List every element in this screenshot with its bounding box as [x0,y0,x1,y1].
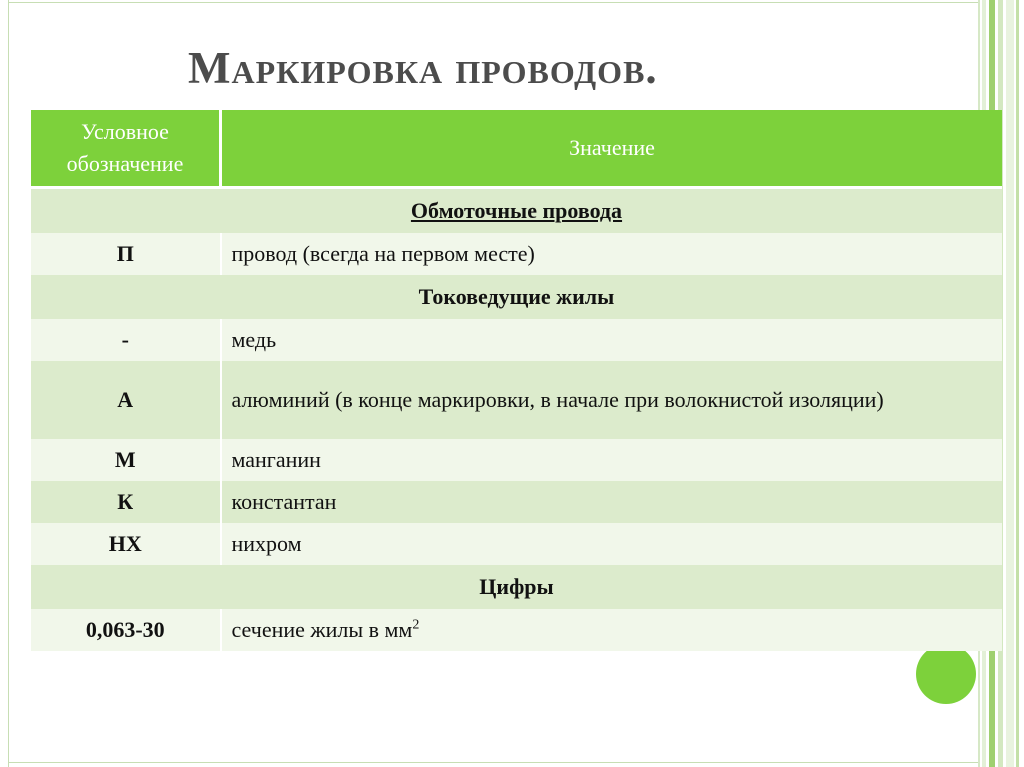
row-code: 0,063-30 [31,609,221,651]
table-row [31,481,1002,523]
row-code: К [31,481,221,523]
row-code: М [31,439,221,481]
marking-table [31,110,1002,651]
table-row [31,439,1002,481]
row-code: НХ [31,523,221,565]
row-code: П [31,233,221,275]
row-value: провод (всегда на первом месте) [221,233,1003,275]
row-code: - [31,319,221,361]
table-row [31,523,1002,565]
section-row-digits [31,565,1002,609]
section-row-winding [31,188,1002,234]
row-code: А [31,361,221,439]
row-value: нихром [221,523,1003,565]
slide-title: Маркировка проводов. [188,43,658,93]
row-value: алюминий (в конце маркировки, в начале при волокнистой изоляции) [221,361,1003,439]
decorative-circle [916,644,976,704]
section-row-conductors [31,275,1002,319]
section-title-digits: Цифры [31,565,1002,609]
header-symbol: Условное обозначение [31,110,221,188]
row-value: медь [221,319,1003,361]
row-value: манганин [221,439,1003,481]
frame-left-line [8,0,9,767]
table-row [31,233,1002,275]
section-title-conductors: Токоведущие жилы [31,275,1002,319]
table-row [31,609,1002,651]
table-row [31,319,1002,361]
row-value-text: сечение жилы в мм [231,617,413,642]
row-value: константан [221,481,1003,523]
frame-top-line [8,2,978,3]
header-meaning: Значение [221,110,1003,188]
row-value [221,609,1003,651]
section-title-winding: Обмоточные провода [410,198,623,223]
table-header-row [31,110,1002,188]
superscript-2: 2 [412,617,420,633]
table-row [31,361,1002,439]
frame-bottom-line [8,762,978,763]
